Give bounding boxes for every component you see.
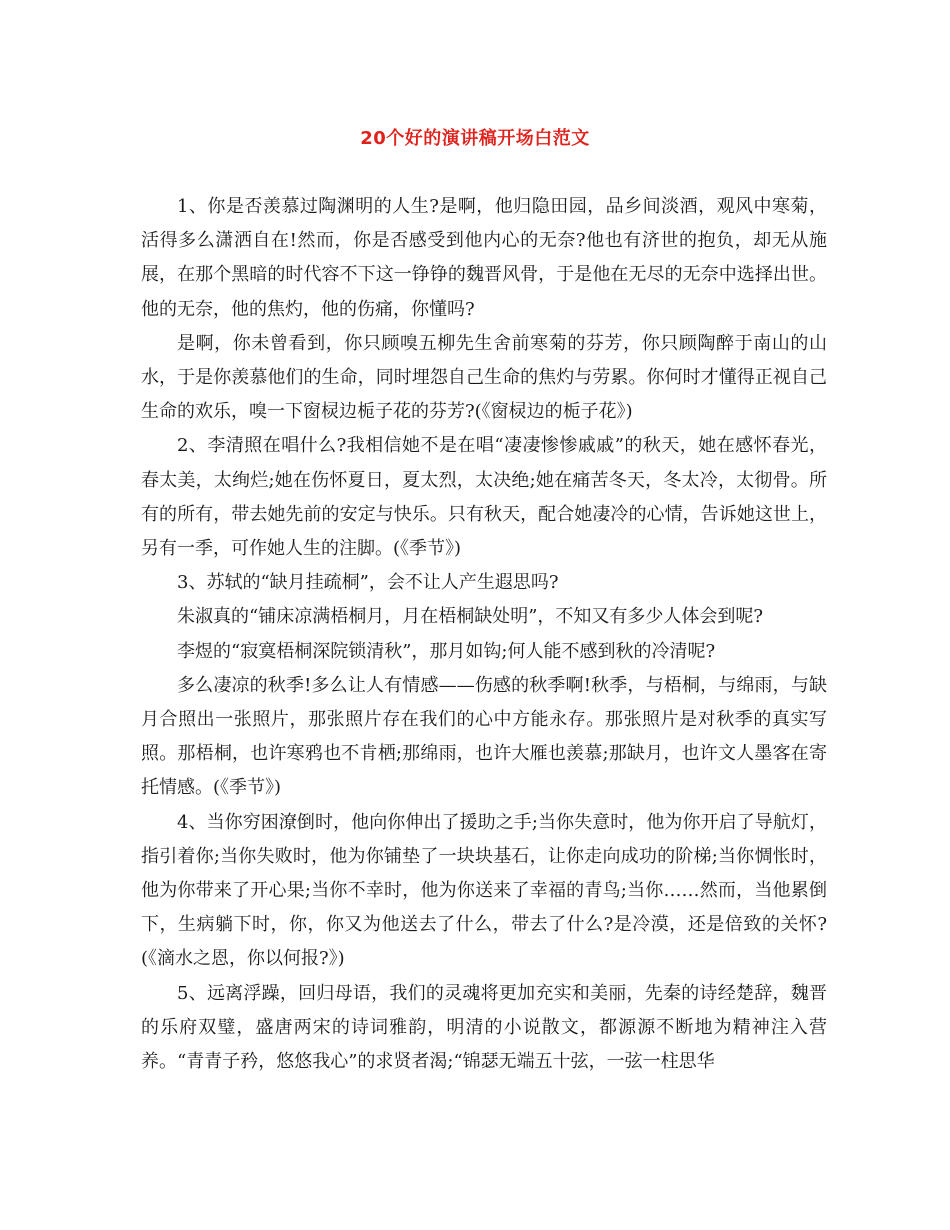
paragraph: 2、李清照在唱什么?我相信她不是在唱“凄凄惨惨戚戚”的秋天，她在感怀春光，春太美，太绚烂;她在伤怀夏日，夏太烈，太决绝;她在痛苦冬天，冬太冷，太彻骨。所有的所有，带去她先前的安定与快乐。只有秋天，配合她凄冷的心情，告诉她这世上，另有一季，可作她人生的注脚。(《季节》): [141, 435, 827, 560]
document-body: [141, 190, 827, 1079]
paragraph: 朱淑真的“铺床凉满梧桐月，月在梧桐缺处明”，不知又有多少人体会到呢?: [177, 606, 764, 628]
paragraph: 5、远离浮躁，回归母语，我们的灵魂将更加充实和美丽，先秦的诗经楚辞，魏晋的乐府双璧，盛唐两宋的诗词雅韵，明清的小说散文，都源源不断地为精神注入营养。“青青子矜，悠悠我心”的求贤者渴;“锦瑟无端五十弦，一弦一柱思华: [141, 982, 827, 1073]
paragraph: 4、当你穷困潦倒时，他向你伸出了援助之手;当你失意时，他为你开启了导航灯，指引着你;当你失败时，他为你铺垫了一块块基石，让你走向成功的阶梯;当你惆怅时，他为你带来了开心果;当你不幸时，他为你送来了幸福的青鸟;当你……然而，当他累倒下，生病躺下时，你，你又为他送去了什么，带去了什么?是冷漠，还是倍致的关怀?(《滴水之恩，你以何报?》): [141, 811, 827, 970]
paragraph: 多么凄凉的秋季!多么让人有情感——伤感的秋季啊!秋季，与梧桐，与绵雨，与缺月合照出一张照片，那张照片存在我们的心中方能永存。那张照片是对秋季的真实写照。那梧桐，也许寒鸦也不肯栖;那绵雨，也许大雁也羡慕;那缺月，也许文人墨客在寄托情感。(《季节》): [141, 674, 827, 799]
document-title: 20个好的演讲稿开场白范文: [360, 128, 590, 149]
paragraph: 1、你是否羡慕过陶渊明的人生?是啊，他归隐田园，品乡间淡酒，观风中寒菊，活得多么潇洒自在!然而，你是否感受到他内心的无奈?他也有济世的抱负，却无从施展，在那个黑暗的时代容不下这一铮铮的魏晋风骨，于是他在无尽的无奈中选择出世。他的无奈，他的焦灼，他的伤痛，你懂吗?: [141, 196, 827, 320]
paragraph: 3、苏轼的“缺月挂疏桐”，会不让人产生遐思吗?: [177, 572, 559, 594]
paragraph: 是啊，你未曾看到，你只顾嗅五柳先生舍前寒菊的芬芳，你只顾陶醉于南山的山水，于是你羡慕他们的生命，同时埋怨自己生命的焦灼与劳累。你何时才懂得正视自己生命的欢乐，嗅一下窗棂边栀子花的芬芳?(《窗棂边的栀子花》): [141, 332, 827, 423]
paragraph: 李煜的“寂寞梧桐深院锁清秋”，那月如钩;何人能不感到秋的冷清呢?: [177, 640, 716, 662]
